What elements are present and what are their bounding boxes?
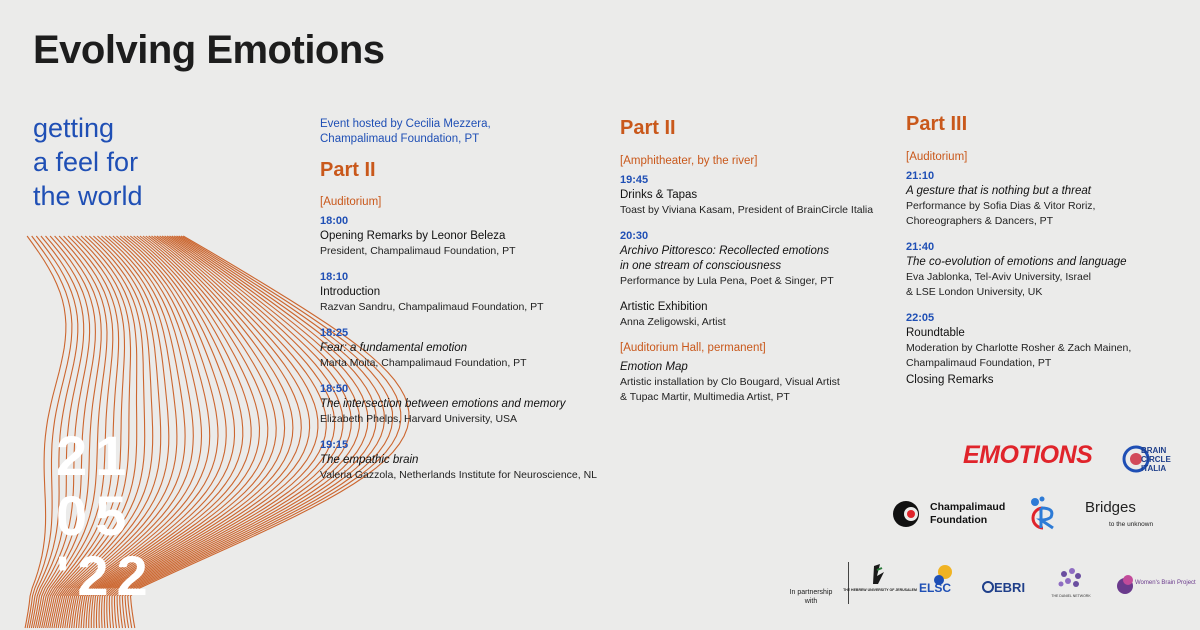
- ebri-text: EBRI: [994, 580, 1026, 595]
- date-month: 05: [56, 484, 135, 547]
- session-time: 18:00: [320, 215, 349, 227]
- session-desc: Valeria Gazzola, Netherlands Institute for Neuroscience, NL: [320, 469, 598, 481]
- womens-brain-project-logo: [1113, 562, 1196, 604]
- date-year: '22: [56, 544, 156, 607]
- session-time: 21:10: [906, 170, 935, 182]
- tagline-line: the world: [33, 181, 143, 211]
- session-title: Roundtable: [906, 327, 965, 339]
- session-time: 18:25: [320, 327, 349, 339]
- date-day: 21: [56, 424, 135, 487]
- elsc-logo: [915, 562, 960, 604]
- session-title: Drinks & Tapas: [620, 189, 698, 201]
- champalimaud-text: Foundation: [930, 514, 988, 526]
- session-desc: Moderation by Charlotte Rosher & Zach Mainen,: [906, 342, 1132, 354]
- part-heading: Part II: [320, 159, 376, 181]
- session-item: [320, 382, 610, 427]
- hebrew-university-logo: [843, 562, 917, 604]
- champalimaud-logo: [892, 495, 1032, 531]
- session-title: Archivo Pittoresco: Recollected emotions: [620, 245, 830, 257]
- bridges-tagline: to the unknown: [1109, 521, 1154, 528]
- session-item: [620, 173, 880, 218]
- session-time: 21:40: [906, 241, 935, 253]
- session-desc: Choreographers & Dancers, PT: [906, 215, 1054, 227]
- brain-circle-text: CIRCLE: [1141, 455, 1171, 464]
- tagline-line: a feel for: [33, 147, 139, 177]
- brain-circle-text: BRAIN: [1141, 446, 1167, 455]
- session-title: Emotion Map: [620, 361, 688, 373]
- bridges-text: Bridges: [1085, 499, 1136, 516]
- session-desc: & Tupac Martir, Multimedia Artist, PT: [620, 391, 790, 403]
- session-desc: Artistic installation by Clo Bougard, Visual Artist: [620, 376, 840, 388]
- daniel-network-text: THE DANIEL NETWORK: [1051, 594, 1091, 598]
- emotions-logo: EMOTIONS: [963, 441, 1093, 469]
- session-desc: President, Champalimaud Foundation, PT: [320, 245, 516, 257]
- session-desc: Elizabeth Phelps, Harvard University, USA: [320, 413, 518, 425]
- session-time: 19:15: [320, 439, 349, 451]
- session-desc: & LSE London University, UK: [906, 286, 1043, 298]
- event-date: [56, 426, 156, 606]
- partnership-text: with: [804, 598, 818, 605]
- champalimaud-text: Champalimaud: [930, 501, 1006, 513]
- part-heading: Part II: [620, 117, 676, 139]
- session-desc: Champalimaud Foundation, PT: [906, 357, 1052, 369]
- session-title: Artistic Exhibition: [620, 301, 708, 313]
- daniel-network-logo: [1050, 562, 1092, 604]
- session-desc: Eva Jablonka, Tel-Aviv University, Israel: [906, 271, 1091, 283]
- session-item: [320, 326, 610, 371]
- session-desc: Anna Zeligowski, Artist: [620, 316, 726, 328]
- tagline-line: getting: [33, 113, 115, 143]
- closing-remarks: Closing Remarks: [906, 374, 994, 386]
- venue-label: [Auditorium]: [906, 151, 968, 163]
- host-line: Champalimaud Foundation, PT: [320, 133, 480, 145]
- session-title: in one stream of consciousness: [620, 260, 782, 272]
- session-title: The intersection between emotions and memory: [320, 398, 566, 410]
- session-desc: Marta Moita, Champalimaud Foundation, PT: [320, 357, 527, 369]
- hebrew-university-text: THE HEBREW UNIVERSITY OF JERUSALEM: [843, 588, 917, 592]
- session-time: 18:10: [320, 271, 349, 283]
- session-item: [320, 438, 610, 483]
- session-desc: Razvan Sandru, Champalimaud Foundation, PT: [320, 301, 544, 313]
- session-item: [620, 229, 880, 289]
- brain-circle-logo: [1123, 442, 1171, 476]
- session-title: Introduction: [320, 286, 381, 298]
- session-item: [320, 270, 610, 315]
- venue-label: [Amphitheater, by the river]: [620, 155, 758, 167]
- brain-circle-text: ITALIA: [1141, 464, 1167, 473]
- womens-brain-project-text: Women's Brain Project: [1135, 580, 1196, 586]
- venue-label: [Auditorium Hall, permanent]: [620, 342, 766, 354]
- session-time: 22:05: [906, 312, 935, 324]
- session-item: [906, 240, 1176, 300]
- venue-label: [Auditorium]: [320, 196, 382, 208]
- tagline: [33, 111, 233, 213]
- cr-logo: [1025, 496, 1061, 530]
- part-heading: Part III: [906, 113, 968, 135]
- exhibit: [620, 360, 880, 405]
- session-time: 18:50: [320, 383, 349, 395]
- session-item: [620, 300, 880, 330]
- session-title: Fear: a fundamental emotion: [320, 342, 468, 354]
- session-item: [320, 214, 610, 259]
- partnership-label: [786, 588, 836, 606]
- ebri-logo: [980, 562, 1032, 604]
- program-column-1: [320, 117, 610, 494]
- session-time: 20:30: [620, 230, 649, 242]
- host-line: Event hosted by Cecilia Mezzera,: [320, 118, 491, 130]
- host-note: [320, 117, 610, 147]
- session-desc: Toast by Viviana Kasam, President of BrainCircle Italia: [620, 204, 874, 216]
- session-item: [906, 311, 1176, 371]
- bridges-logo: [1085, 496, 1165, 530]
- session-title: The empathic brain: [320, 454, 419, 466]
- session-item: [906, 169, 1176, 229]
- program-column-3: [906, 111, 1176, 388]
- program-column-2: [620, 115, 880, 416]
- session-title: A gesture that is nothing but a threat: [906, 185, 1091, 197]
- session-title: Opening Remarks by Leonor Beleza: [320, 230, 506, 242]
- partnership-text: In partnership: [789, 589, 833, 596]
- page-title: Evolving Emotions: [33, 28, 385, 72]
- session-time: 19:45: [620, 174, 649, 186]
- session-title: The co-evolution of emotions and language: [906, 256, 1127, 268]
- elsc-text: ELSC: [919, 581, 952, 595]
- divider: [848, 562, 849, 604]
- session-desc: Performance by Sofia Dias & Vitor Roriz,: [906, 200, 1096, 212]
- session-desc: Performance by Lula Pena, Poet & Singer, PT: [620, 275, 834, 287]
